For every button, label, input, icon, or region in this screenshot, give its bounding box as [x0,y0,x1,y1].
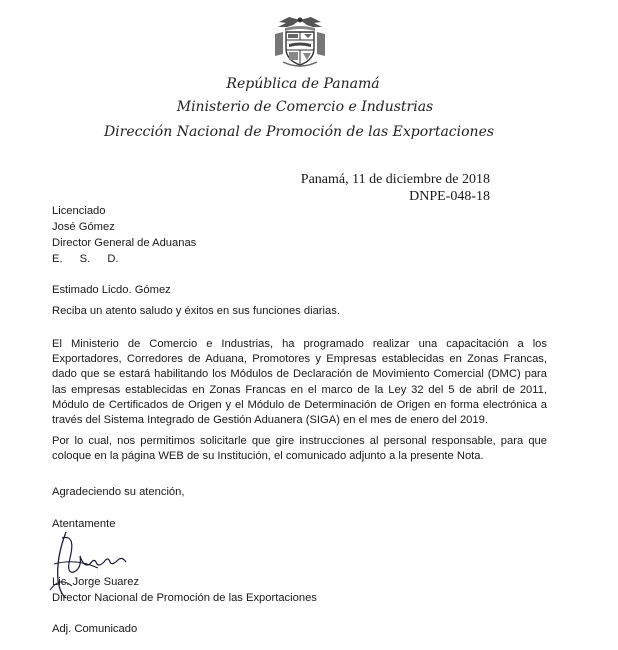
coat-of-arms-icon [269,14,331,70]
paragraph-2: El Ministerio de Comercio e Industrias, ha programado realizar una capacitación a los Exportadores, Corredores de Aduana, Promotores y Empresas establecidas en Zonas Francas, dado que se estará habilitando los Módulos de Declaración de Movimiento Comercial (DMC) para las empresas establecidas en Zonas Francas en el marco de la Ley 32 del 5 de abril de 2011, Módulo de Certificados de Origen y el Módulo de Determinación de Origen en forma electrónica a través del Sistema Integrado de Gestión Aduanera (SIGA) en el mes de enero del 2019. [52,338,547,427]
salutation: Estimado Licdo. Gómez [52,284,171,296]
recipient-name: José Gómez [52,221,115,233]
letterhead-ministry: Ministerio de Comercio e Industrias [176,99,434,115]
place-date: Panamá, 11 de diciembre de 2018 [300,172,490,187]
signer-name: Lic. Jorge Suarez [52,576,140,588]
recipient-title: Licenciado [52,205,106,217]
paragraph-3: Por lo cual, nos permitimos solicitarle que gire instrucciones al personal responsable, para que coloque en la página WEB de su Institución, el comunicado adjunto a la presente Nota. [52,435,547,463]
recipient-position: Director General de Aduanas [52,237,197,249]
enclosure-note: Adj. Comunicado [52,623,138,635]
recipient-abbrev: E. S. D. [52,253,119,265]
closing-thanks: Agradeciendo su atención, [52,486,185,498]
closing-regards: Atentamente [52,518,116,530]
reference-number: DNPE-048-18 [409,189,490,204]
letterhead-directorate: Dirección Nacional de Promoción de las Exportaciones [103,124,495,140]
handwritten-signature [36,528,136,600]
paragraph-1: Reciba un atento saludo y éxitos en sus funciones diarias. [52,305,340,317]
signer-title: Director Nacional de Promoción de las Exportaciones [52,592,317,604]
letterhead-country: República de Panamá [226,76,380,92]
